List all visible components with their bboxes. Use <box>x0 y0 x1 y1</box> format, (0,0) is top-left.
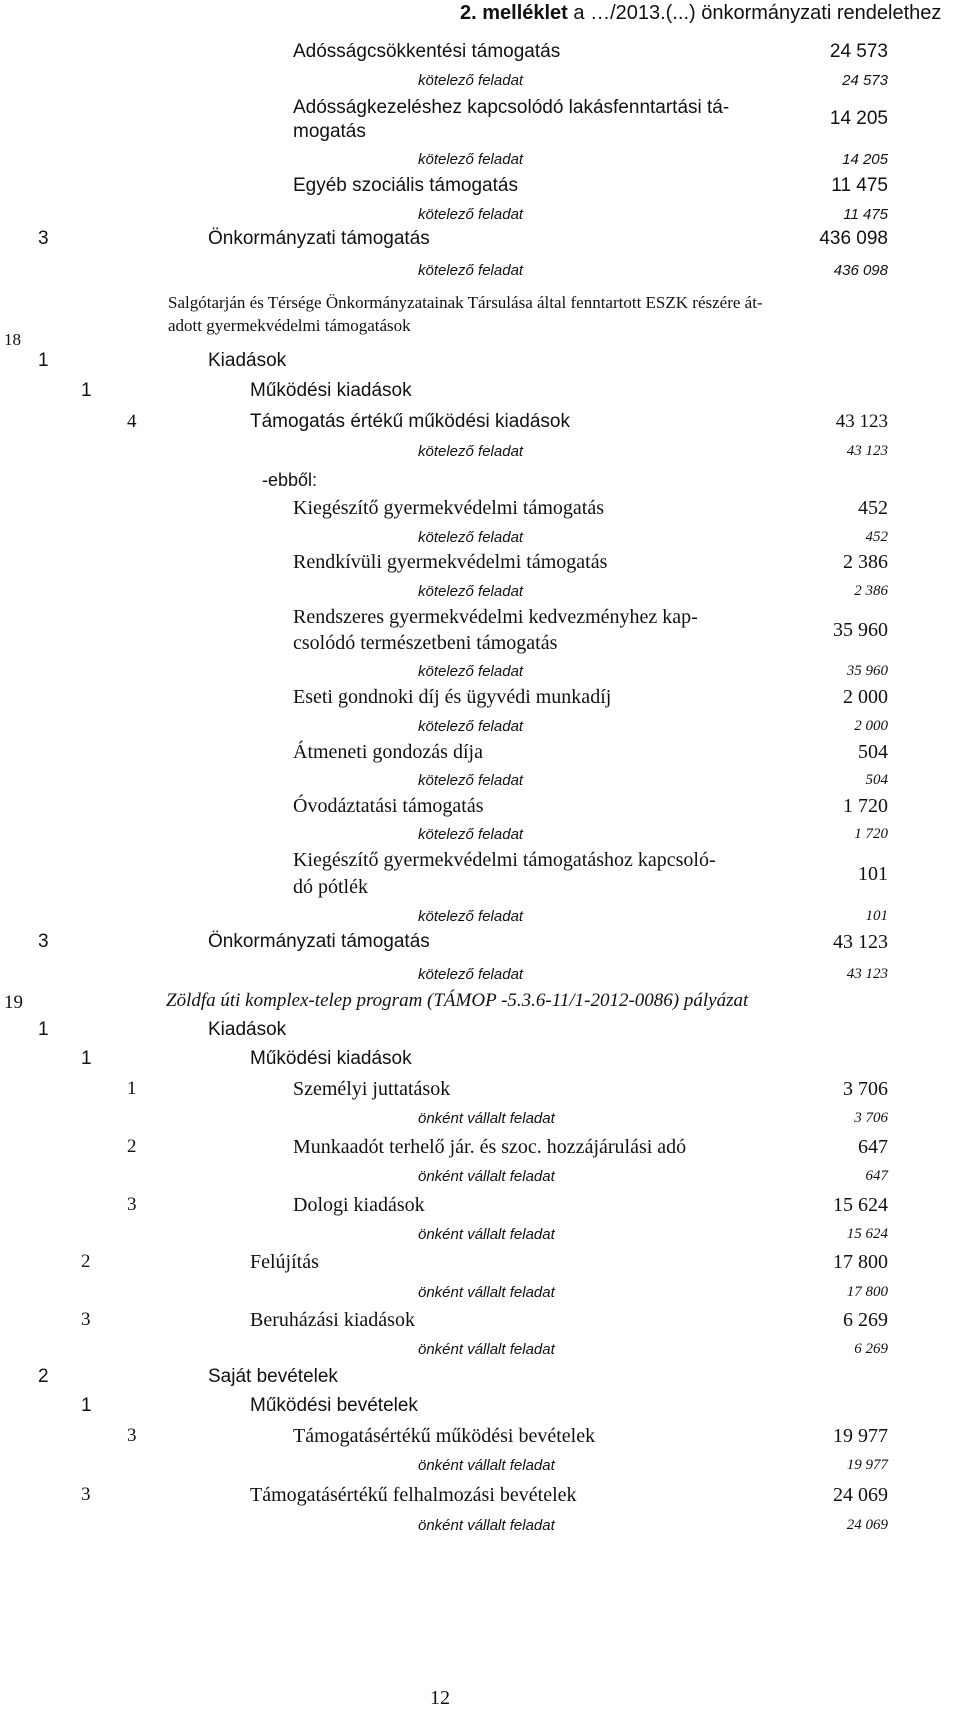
row-label: Rendkívüli gyermekvédelmi támogatás <box>293 551 608 573</box>
row-label: Óvodáztatási támogatás <box>293 795 484 817</box>
row-code: 3 <box>81 1309 91 1330</box>
task-amount: 35 960 <box>846 663 888 679</box>
task-amount: 647 <box>865 1168 888 1184</box>
row-amount: 6 269 <box>843 1309 888 1331</box>
task-amount: 2 386 <box>854 583 888 599</box>
row-label-line2: mogatás <box>293 121 366 142</box>
task-type-label: önként vállalt feladat <box>418 1457 555 1474</box>
row-label: Saját bevételek <box>208 1366 338 1387</box>
row-label: Kiegészítő gyermekvédelmi támogatás <box>293 497 605 519</box>
header-bold: 2. melléklet <box>460 2 568 24</box>
row-amount: 24 573 <box>829 41 888 62</box>
row-amount: 43 123 <box>835 411 888 432</box>
task-type-label: kötelező feladat <box>418 718 524 735</box>
task-type-label: önként vállalt feladat <box>418 1168 555 1185</box>
row-label: Adósságcsökkentési támogatás <box>293 41 561 62</box>
row-label: Önkormányzati támogatás <box>208 228 430 249</box>
task-type-label: kötelező feladat <box>418 529 524 546</box>
row-code: 1 <box>81 380 92 401</box>
section-title: Zöldfa úti komplex-telep program (TÁMOP -5.3.6-11/1-2012-0086) pályázat <box>166 990 749 1011</box>
task-amount: 1 720 <box>854 826 888 842</box>
row-label-line1: Adósságkezeléshez kapcsolódó lakásfenntartási tá- <box>293 97 730 118</box>
row-label: Működési bevételek <box>250 1395 418 1416</box>
task-amount: 504 <box>865 772 888 788</box>
task-amount: 15 624 <box>846 1226 888 1242</box>
row-amount: 452 <box>858 497 888 519</box>
row-code: 4 <box>127 411 137 432</box>
row-label: Támogatásértékű működési bevételek <box>293 1425 596 1447</box>
task-type-label: kötelező feladat <box>418 772 524 789</box>
task-amount: 2 000 <box>854 718 888 734</box>
section-number: 19 <box>4 992 23 1013</box>
row-code: 1 <box>81 1048 92 1069</box>
task-type-label: önként vállalt feladat <box>418 1517 555 1534</box>
row-label: Felújítás <box>250 1251 319 1273</box>
row-code: 2 <box>127 1136 137 1157</box>
row-label: Kiadások <box>208 1019 287 1040</box>
row-label: Működési kiadások <box>250 380 412 401</box>
row-amount: 504 <box>858 741 888 763</box>
row-label-line2: csolódó természetbeni támogatás <box>293 632 558 654</box>
row-amount: 17 800 <box>833 1251 888 1273</box>
header-rest: a …/2013.(...) önkormányzati rendelethez <box>567 2 942 24</box>
row-amount: 647 <box>858 1136 888 1158</box>
row-label: Kiadások <box>208 350 287 371</box>
row-amount: 35 960 <box>833 619 888 641</box>
task-amount: 19 977 <box>846 1457 888 1473</box>
row-amount: 11 475 <box>831 175 888 196</box>
row-label: Személyi juttatások <box>293 1078 451 1100</box>
task-type-label: kötelező feladat <box>418 443 524 460</box>
row-label: Dologi kiadások <box>293 1194 425 1216</box>
task-type-label: kötelező feladat <box>418 908 524 925</box>
page-header <box>460 2 941 25</box>
row-code: 2 <box>38 1366 49 1387</box>
row-label: Működési kiadások <box>250 1048 412 1069</box>
row-code: 1 <box>81 1395 92 1416</box>
row-amount: 24 069 <box>833 1484 888 1506</box>
row-label: Egyéb szociális támogatás <box>293 175 518 196</box>
row-code: 3 <box>127 1194 137 1215</box>
page-number: 12 <box>430 1687 450 1709</box>
task-amount: 24 573 <box>842 72 888 89</box>
row-code: 3 <box>127 1425 137 1446</box>
task-amount: 43 123 <box>846 443 888 459</box>
row-label: Támogatásértékű felhalmozási bevételek <box>250 1484 577 1506</box>
task-type-label: kötelező feladat <box>418 206 524 223</box>
section-number: 18 <box>4 330 21 349</box>
task-type-label: kötelező feladat <box>418 826 524 843</box>
row-amount: 43 123 <box>833 931 888 953</box>
section-title-line1: Salgótarján és Térsége Önkormányzatainak Társulása által fenntartott ESZK részére át- <box>168 293 763 312</box>
row-label-line1: Rendszeres gyermekvédelmi kedvezményhez kap- <box>293 606 698 628</box>
task-type-label: kötelező feladat <box>418 663 524 680</box>
row-amount: 1 720 <box>843 795 888 817</box>
subheading: -ebből: <box>262 470 318 490</box>
task-amount: 436 098 <box>833 262 888 279</box>
task-amount: 452 <box>865 529 888 545</box>
row-code: 2 <box>81 1251 91 1272</box>
row-code: 1 <box>38 350 49 371</box>
row-amount: 2 386 <box>843 551 888 573</box>
row-amount: 19 977 <box>833 1425 888 1447</box>
task-type-label: önként vállalt feladat <box>418 1284 555 1301</box>
task-type-label: kötelező feladat <box>418 72 524 89</box>
task-amount: 14 205 <box>842 151 888 168</box>
task-amount: 3 706 <box>854 1110 888 1126</box>
row-amount: 2 000 <box>843 686 888 708</box>
row-code: 3 <box>38 931 49 952</box>
row-code: 3 <box>81 1484 91 1505</box>
task-type-label: önként vállalt feladat <box>418 1226 555 1243</box>
row-code: 1 <box>127 1078 137 1099</box>
task-amount: 11 475 <box>843 206 888 223</box>
task-type-label: kötelező feladat <box>418 151 524 168</box>
section-title-line2: adott gyermekvédelmi támogatások <box>168 316 411 335</box>
row-amount: 15 624 <box>833 1194 888 1216</box>
row-label: Támogatás értékű működési kiadások <box>250 411 570 432</box>
row-amount: 3 706 <box>843 1078 888 1100</box>
row-label: Önkormányzati támogatás <box>208 931 430 952</box>
task-type-label: kötelező feladat <box>418 966 524 983</box>
row-label: Átmeneti gondozás díja <box>293 741 483 763</box>
task-type-label: önként vállalt feladat <box>418 1341 555 1358</box>
task-amount: 6 269 <box>854 1341 888 1357</box>
task-type-label: kötelező feladat <box>418 262 524 279</box>
row-label-line1: Kiegészítő gyermekvédelmi támogatáshoz kapcsoló- <box>293 849 716 871</box>
row-label-line2: dó pótlék <box>293 876 368 898</box>
row-amount: 101 <box>858 863 888 885</box>
row-code: 1 <box>38 1019 49 1040</box>
row-label: Munkaadót terhelő jár. és szoc. hozzájárulási adó <box>293 1136 687 1158</box>
task-amount: 17 800 <box>846 1284 888 1300</box>
row-label: Eseti gondnoki díj és ügyvédi munkadíj <box>293 686 612 708</box>
task-amount: 24 069 <box>846 1517 888 1533</box>
task-type-label: kötelező feladat <box>418 583 524 600</box>
row-label: Beruházási kiadások <box>250 1309 415 1331</box>
row-amount: 436 098 <box>819 228 888 249</box>
task-amount: 101 <box>865 908 888 924</box>
row-code: 3 <box>38 228 49 249</box>
task-type-label: önként vállalt feladat <box>418 1110 555 1127</box>
task-amount: 43 123 <box>846 966 888 982</box>
row-amount: 14 205 <box>829 108 888 129</box>
